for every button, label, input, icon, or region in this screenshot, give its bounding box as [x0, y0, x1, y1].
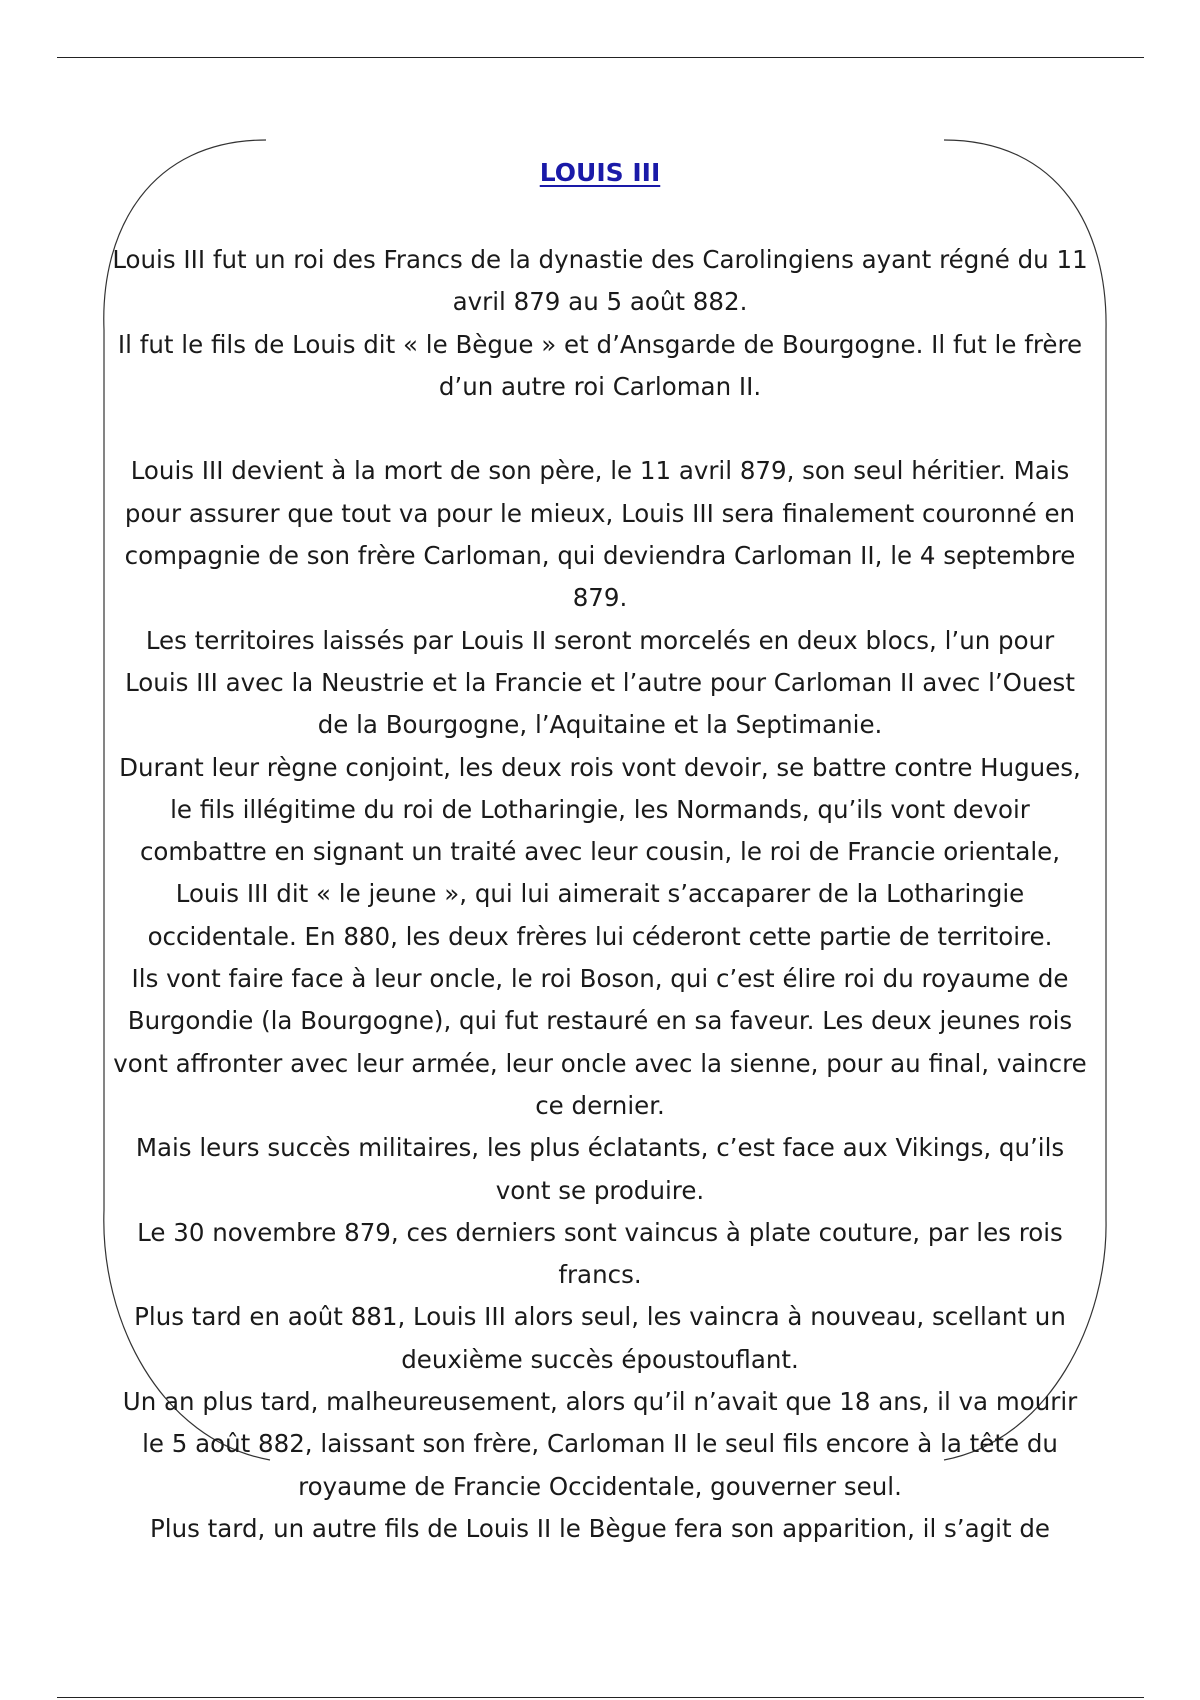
paragraph: Plus tard en août 881, Louis III alors seul, les vaincra à nouveau, scellant un deuxième succès époustouflant.: [134, 1302, 1066, 1374]
blank-line: [112, 408, 1088, 450]
paragraph: Il fut le fils de Louis dit « le Bègue » et d’Ansgarde de Bourgogne. Il fut le frère d’un autre roi Carloman II.: [117, 329, 1083, 401]
document-body: [112, 239, 1088, 1550]
paragraph: Le 30 novembre 879, ces derniers sont vaincus à plate couture, par les rois francs.: [137, 1217, 1063, 1290]
paragraph: Durant leur règne conjoint, les deux rois vont devoir, se battre contre Hugues, le fils illégitime du roi de Lotharingie, les Normands, qu’ils vont devoir combattre en signant un traité avec leur cousin, le roi de Francie orientale, Louis III dit « le jeune », qui lui aimerait s’accaparer de la Lotharingie occidentale. En 880, les deux frères lui céderont cette partie de territoire.: [119, 752, 1081, 951]
paragraph: Les territoires laissés par Louis II seront morcelés en deux blocs, l’un pour Louis III avec la Neustrie et la Francie et l’autre pour Carloman II avec l’Ouest de la Bourgogne, l’Aquitaine et la Septimanie.: [125, 625, 1075, 740]
paragraph: Louis III fut un roi des Francs de la dynastie des Carolingiens ayant régné du 11 avril 879 au 5 août 882.: [112, 245, 1088, 317]
paragraph: Un an plus tard, malheureusement, alors qu’il n’avait que 18 ans, il va mourir le 5 août 882, laissant son frère, Carloman II le seul fils encore à la tête du royaume de Francie Occidentale, gouverner seul.: [122, 1387, 1078, 1501]
document-title: LOUIS III: [539, 158, 661, 187]
paragraph: Louis III devient à la mort de son père, le 11 avril 879, son seul héritier. Mais pour assurer que tout va pour le mieux, Louis III sera finalement couronné en compagnie de son frère Carloman, qui deviendra Carloman II, le 4 septembre 879.: [124, 456, 1076, 613]
footer-rule: [57, 1697, 1144, 1698]
paragraph: Plus tard, un autre fils de Louis II le Bègue fera son apparition, il s’agit de: [150, 1513, 1050, 1543]
paragraph: Ils vont faire face à leur oncle, le roi Boson, qui c’est élire roi du royaume de Burgondie (la Bourgogne), qui fut restauré en sa faveur. Les deux jeunes rois vont affronter avec leur armée, leur oncle avec la sienne, pour au final, vaincre ce dernier.: [113, 964, 1087, 1120]
paragraph: Mais leurs succès militaires, les plus éclatants, c’est face aux Vikings, qu’ils vont se produire.: [135, 1133, 1065, 1205]
header-rule: [57, 57, 1144, 58]
